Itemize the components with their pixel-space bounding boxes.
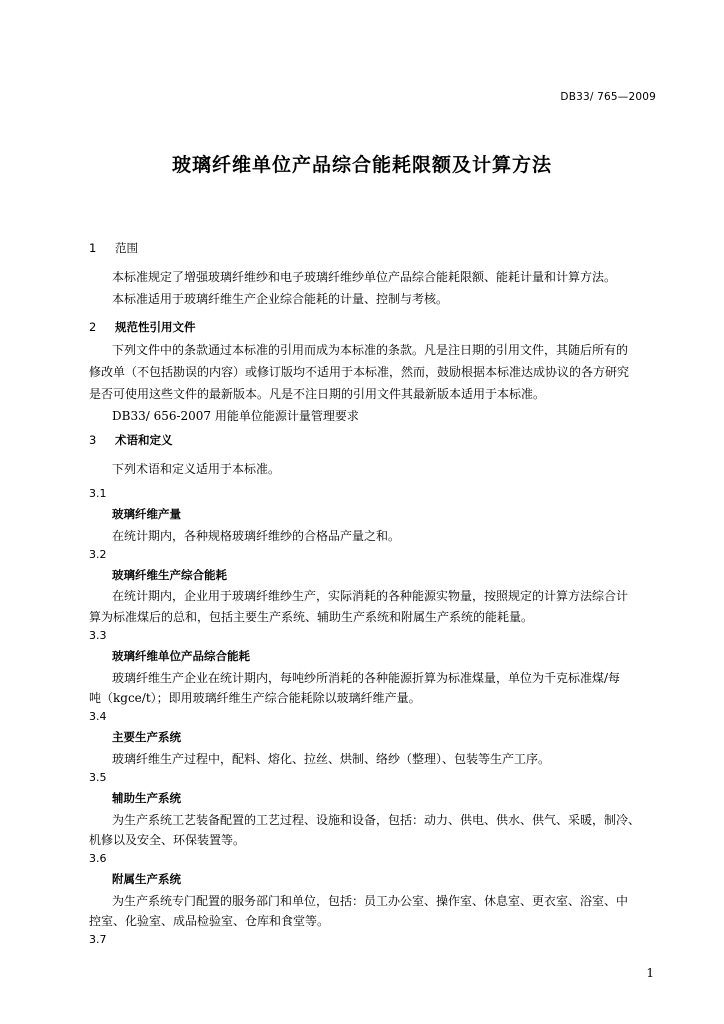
term-title: 附属生产系统 [112,872,181,886]
definition-line: 机修以及安全、环保装置等。 [89,833,246,847]
clause-number: 3.4 [89,710,107,723]
paragraph-line: 本标准规定了增强玻璃纤维纱和电子玻璃纤维纱单位产品综合能耗限额、能耗计量和计算方法。 [112,270,617,284]
clause-number: 3.7 [89,933,107,946]
section-title: 术语和定义 [115,433,173,447]
term-title: 主要生产系统 [112,730,181,744]
definition-line: 算为标准煤后的总和，包括主要生产系统、辅助生产系统和附属生产系统的能耗量。 [89,610,534,624]
definition-line: 为生产系统专门配置的服务部门和单位，包括：员工办公室、操作室、休息室、更衣室、浴室、中 [112,894,629,908]
paragraph-line: 是否可使用这些文件的最新版本。凡是不注日期的引用文件其最新版本适用于本标准。 [89,387,546,401]
definition-line: 控室、化验室、成品检验室、仓库和食堂等。 [89,914,330,928]
definition-line: 玻璃纤维生产过程中，配料、熔化、拉丝、烘制、络纱（整理）、包装等生产工序。 [112,752,551,766]
paragraph-line: 下列术语和定义适用于本标准。 [112,462,281,476]
clause-number: 3.6 [89,852,107,865]
clause-number: 3.1 [89,487,107,500]
page-number: 1 [646,966,654,980]
definition-line: 吨（kgce/t）；即用玻璃纤维生产综合能耗除以玻璃纤维产量。 [89,691,421,705]
term-title: 玻璃纤维单位产品综合能耗 [112,649,250,663]
document-id: DB33/ 765—2009 [560,91,656,103]
paragraph-line: 下列文件中的条款通过本标准的引用而成为本标准的条款。凡是注日期的引用文件，其随后所有的 [112,343,629,357]
section-number: 2 [89,320,97,334]
clause-number: 3.3 [89,629,107,642]
reference-line: DB33/ 656-2007 用能单位能源计量管理要求 [112,409,359,423]
section-1-heading [89,240,138,256]
definition-line: 为生产系统工艺装备配置的工艺过程、设施和设备，包括：动力、供电、供水、供气、采暖，制冷、 [112,813,641,827]
term-title: 玻璃纤维生产综合能耗 [112,568,227,582]
section-2-heading [89,319,196,335]
definition-line: 在统计期内，企业用于玻璃纤维纱生产，实际消耗的各种能源实物量，按照规定的计算方法综合计 [112,589,629,603]
document-title: 玻璃纤维单位产品综合能耗限额及计算方法 [171,154,552,176]
section-title: 范围 [115,241,138,255]
definition-line: 玻璃纤维生产企业在统计期内，每吨纱所消耗的各种能源折算为标准煤量，单位为千克标准煤/每 [112,671,621,685]
term-title: 辅助生产系统 [112,791,181,805]
definition-line: 在统计期内，各种规格玻璃纤维纱的合格品产量之和。 [112,529,401,543]
paragraph-line: 修改单（不包括勘误的内容）或修订版均不适用于本标准，然而，鼓励根据本标准达成协议的各方研究 [89,365,630,379]
section-number: 1 [89,241,97,255]
section-number: 3 [89,433,97,447]
section-3-heading [89,432,173,448]
term-title: 玻璃纤维产量 [112,507,181,521]
clause-number: 3.2 [89,548,107,561]
clause-number: 3.5 [89,771,107,784]
paragraph-line: 本标准适用于玻璃纤维生产企业综合能耗的计量、控制与考核。 [112,292,449,306]
section-title: 规范性引用文件 [115,320,196,334]
